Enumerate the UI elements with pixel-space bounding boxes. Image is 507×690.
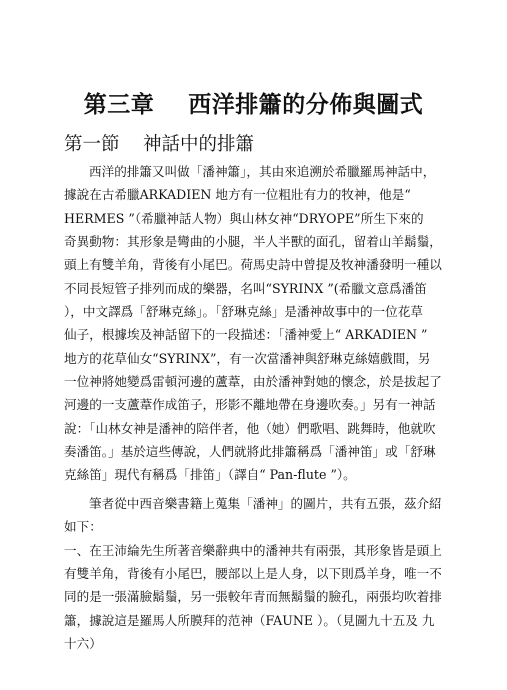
paragraph-line: 同的是一張滿臉鬍鬚，另一張較年青而無鬍鬚的臉孔，兩張均吹着排 (64, 589, 442, 605)
paragraph-line: 筆者從中西音樂書籍上蒐集「潘神」的圖片，共有五張，茲介紹 (89, 495, 442, 511)
paragraph-line: 西洋的排簫又叫做「潘神簫」，其由來追溯於希臘羅馬神話中， (89, 164, 436, 179)
paragraph-line: 地方的花草仙女“SYRINX”，有一次當潘神與舒琳克絲嬉戲間，另 (64, 350, 431, 366)
paragraph-line: 有雙羊角，背後有小尾巴，腰部以上是人身，以下則爲羊身，唯一不 (64, 565, 442, 581)
paragraph-line: ），中文譯爲「舒琳克絲」。「舒琳克絲」是潘神故事中的一位花草 (64, 304, 423, 320)
paragraph-line: 仙子，根據埃及神話留下的一段描述：「潘神愛上“ ARKADIEN ” (64, 327, 428, 343)
paragraph-line: 不同長短管子排列而成的樂器，名叫“SYRINX ”(希臘文意爲潘笛 (64, 280, 427, 296)
paragraph-line: 頭上有雙羊角，背後有小尾巴。荷馬史詩中曾提及牧神潘發明一種以 (64, 257, 442, 273)
paragraph-line: 一、在王沛綸先生所著音樂辭典中的潘神共有兩張，其形象皆是頭上 (64, 542, 442, 558)
chapter-title: 第三章 西洋排簫的分佈與圖式 (83, 91, 424, 118)
paragraph-line: 克絲笛」現代有稱爲「排笛」（譯自“ Pan-flute ”）。 (64, 467, 356, 483)
paragraph-line: 奏潘笛。」基於這些傳說，人們就將此排簫稱爲「潘神笛」或「舒琳 (64, 444, 436, 460)
paragraph-line: 十六） (64, 635, 102, 651)
section-title: 第一節 神話中的排簫 (64, 134, 255, 155)
paragraph-line: 說：「山林女神是潘神的陪伴者，他（她）們歌唱、跳舞時，他就吹 (64, 420, 436, 436)
paragraph-line: 一位神將她變爲雷頓河邊的蘆葦，由於潘神對她的懷念，於是拔起了 (64, 374, 442, 390)
paragraph-line: 如下： (64, 519, 102, 535)
paragraph-line: 簫，據說這是羅馬人所膜拜的范神（FAUNE ）。（見圖九十五及 九 (64, 612, 435, 628)
paragraph-line: 河邊的一支蘆葦作成笛子，形影不離地帶在身邊吹奏。」另有一神話 (64, 397, 436, 413)
paragraph-line: HERMES ”（希臘神話人物）與山林女神“DRYOPE”所生下來的 (64, 210, 424, 226)
paragraph-line: 據說在古希臘ARKADIEN 地方有一位粗壯有力的牧神，他是“ (64, 187, 411, 203)
body-text (64, 160, 456, 655)
paragraph-line: 奇異動物：其形象是彎曲的小腿，半人半獸的面孔，留着山羊鬍鬚， (64, 234, 442, 250)
